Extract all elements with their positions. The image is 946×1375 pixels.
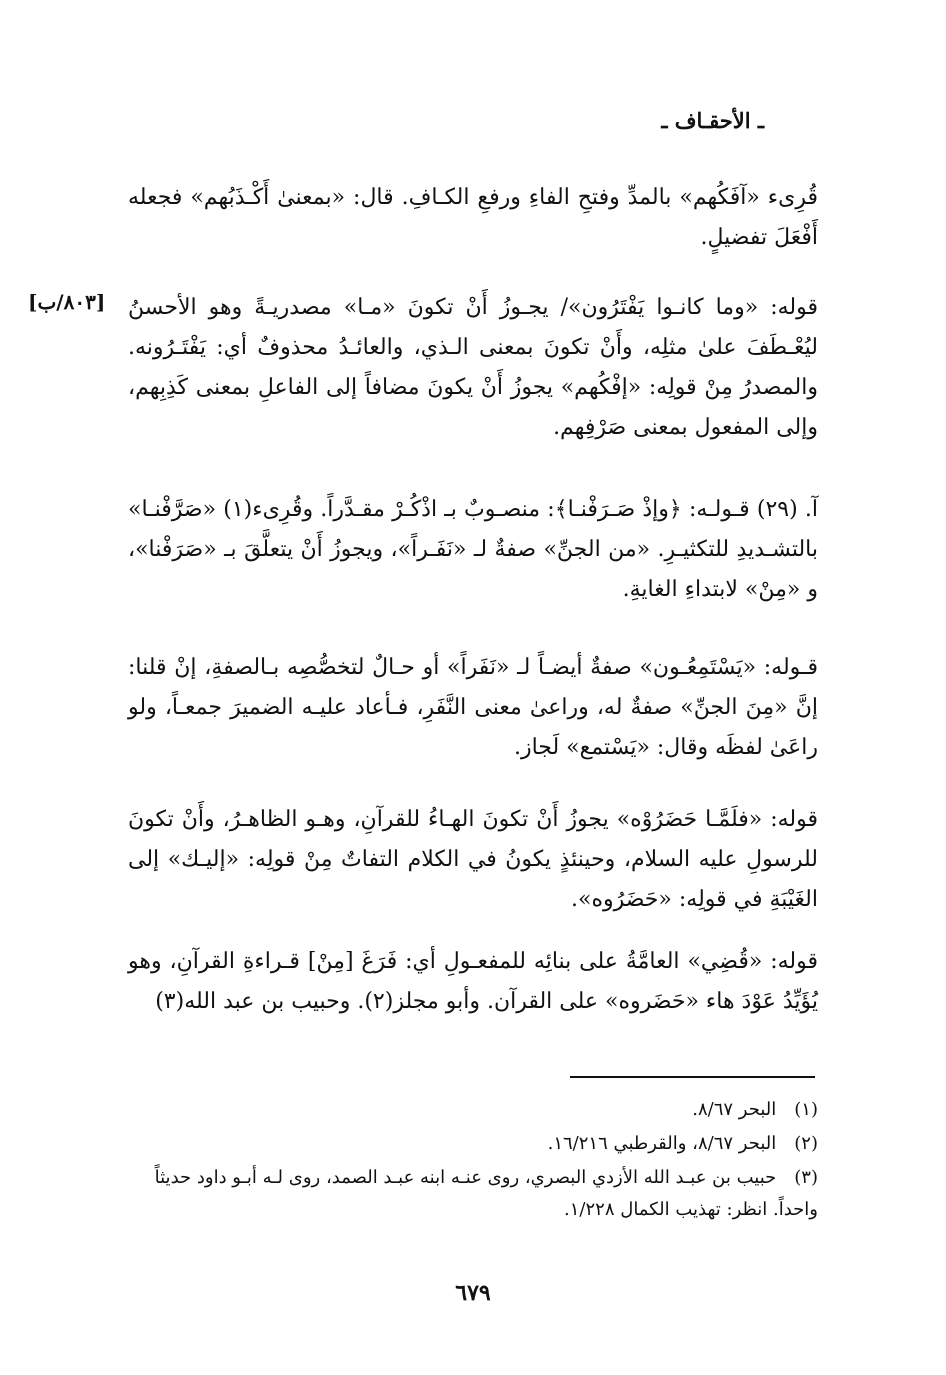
footnote-number: (١) — [794, 1099, 818, 1120]
paragraph-text: قوله: «وما كانـوا يَفْتَرُون»/ يجـوزُ أَنْ تكونَ «مـا» مصدريـةً وهو الأحسنُ ليُعْـطَفَ علىٰ مثلِه، وأَنْ تكونَ بمعنى الـذي، والعائـدُ محذوفٌ أي: يَفْتَـرُونه. والمصدرُ مِنْ قولِه: «إفْكُهم» يجوزُ أَنْ يكونَ مضافاً إلى الفاعلِ بمعنى كَذِبِهم، وإلى المفعول بمعنى صَرْفِهم. — [128, 295, 819, 440]
page-number: ٦٧٩ — [455, 1280, 491, 1306]
paragraph-text: آ. (٢٩) قـولـه: ﴿وإذْ صَـرَفْنـا﴾: منصـوبٌ بـ اذْكُـرْ مقـدَّراً. وقُرِىء(١) «صَرَّفْنـا» بالتشـديدِ للتكثيـرِ. «من الجنِّ» صفةٌ لـ «نَفَـراً»، ويجوزُ أَنْ يتعلَّقَ بـ «صَرَفْنا»، و «مِنْ» لابتداءِ الغايةِ. — [128, 497, 818, 602]
paragraph-text: قوله: «فلَمَّـا حَضَرُوْه» يجوزُ أَنْ تكونَ الهـاءُ للقرآنِ، وهـو الظاهـرُ، وأَنْ تكونَ للرسولِ عليه السلام، وحينئذٍ يكونُ في الكلام التفاتٌ مِنْ قولِه: «إليـك» إلى الغَيْبَةِ في قولِه: «حَضَرُوه». — [128, 807, 818, 912]
footnote — [128, 1162, 818, 1226]
paragraph — [128, 178, 818, 258]
manuscript-folio-marker: [٨٠٣/ب] — [28, 290, 106, 314]
running-header: ـ الأحقـاف ـ — [661, 108, 764, 133]
footnote-text: البحر ٨/٦٧، والقرطبي ١٦/٢١٦. — [547, 1133, 777, 1154]
footnote-divider — [570, 1076, 815, 1078]
paragraph — [128, 648, 818, 768]
footnote-text: البحر ٨/٦٧. — [692, 1099, 777, 1120]
footnote-number: (٢) — [794, 1133, 818, 1154]
paragraph — [128, 288, 818, 448]
paragraph — [128, 942, 818, 1022]
footnote-text: حبيب بن عبـد الله الأزدي البصري، روى عنـه ابنه عبـد الصمد، روى لـه أبـو داود حديثاً واحداً. انظر: تهذيب الكمال ١/٢٢٨. — [154, 1167, 818, 1220]
paragraph — [128, 800, 818, 920]
footnote — [128, 1128, 818, 1160]
paragraph-text: قُرِىء «آفَكُهم» بالمدِّ وفتحِ الفاءِ ورفعِ الكـافِ. قال: «بمعنىٰ أَكْـذَبُهم» فجعله أَفْعَلَ تفضيلٍ. — [128, 185, 818, 250]
paragraph-text: قـوله: «يَسْتَمِعُـون» صفةٌ أيضـاً لـ «نَفَراً» أو حـالٌ لتخصُّصِه بـالصفةِ، إنْ قلنا: إنَّ «مِنَ الجنِّ» صفةٌ له، وراعىٰ معنى النَّفَرِ، فـأعاد عليـه الضميرَ جمعـاً، ولو راعَىٰ لفظَه وقال: «يَسْتمع» لَجاز. — [128, 655, 818, 760]
paragraph-text: قوله: «قُضِي» العامَّةُ على بنائِه للمفعـولِ أي: فَرَغَ [مِنْ] قـراءةِ القرآنِ، وهو يُؤَيِّدُ عَوْدَ هاء «حَضَروه» على القرآن. وأبو مجلز(٢). وحبيب بن عبد الله(٣) — [128, 949, 818, 1014]
paragraph-verse-29 — [128, 490, 818, 610]
footnote-number: (٣) — [794, 1167, 818, 1188]
footnote — [128, 1094, 818, 1126]
